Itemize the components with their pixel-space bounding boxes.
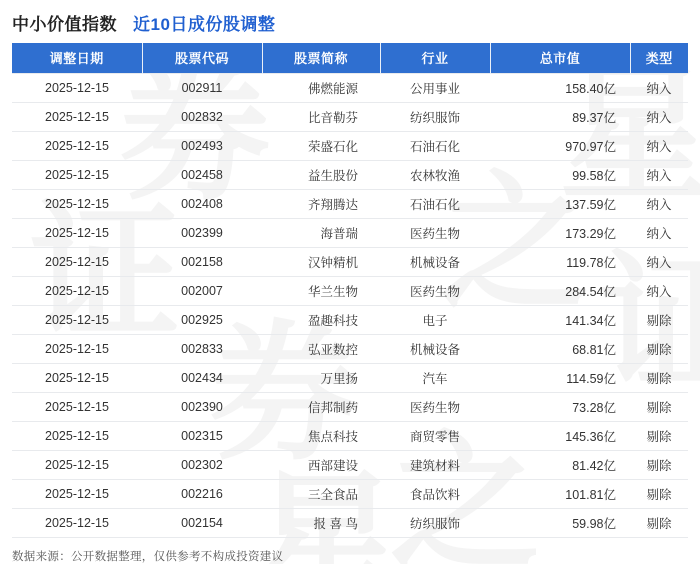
table-row	[12, 421, 688, 450]
page-title	[0, 0, 700, 43]
cell-market-cap: 119.78亿	[490, 247, 630, 276]
cell-market-cap: 89.37亿	[490, 102, 630, 131]
cell-date: 2025-12-15	[12, 508, 142, 537]
cell-industry: 石油石化	[380, 131, 490, 160]
table-row	[12, 334, 688, 363]
cell-type: 剔除	[630, 421, 688, 450]
cell-date: 2025-12-15	[12, 363, 142, 392]
cell-code: 002911	[142, 73, 262, 102]
cell-date: 2025-12-15	[12, 247, 142, 276]
cell-type: 剔除	[630, 305, 688, 334]
cell-code: 002216	[142, 479, 262, 508]
cell-type: 剔除	[630, 508, 688, 537]
table-row	[12, 73, 688, 102]
cell-industry: 电子	[380, 305, 490, 334]
cell-market-cap: 68.81亿	[490, 334, 630, 363]
title-subtitle: 近10日成份股调整	[133, 15, 276, 34]
table-row	[12, 479, 688, 508]
table-header-row	[12, 43, 688, 73]
cell-type: 纳入	[630, 218, 688, 247]
cell-code: 002833	[142, 334, 262, 363]
cell-code: 002832	[142, 102, 262, 131]
cell-date: 2025-12-15	[12, 189, 142, 218]
cell-stock-name: 报 喜 鸟	[262, 508, 380, 537]
cell-type: 剔除	[630, 450, 688, 479]
cell-industry: 食品饮料	[380, 479, 490, 508]
cell-stock-name: 盈趣科技	[262, 305, 380, 334]
cell-type: 纳入	[630, 276, 688, 305]
source-note: 数据来源：公开数据整理，仅供参考不构成投资建议	[12, 550, 284, 563]
cell-date: 2025-12-15	[12, 421, 142, 450]
cell-type: 纳入	[630, 131, 688, 160]
cell-stock-name: 弘亚数控	[262, 334, 380, 363]
cell-date: 2025-12-15	[12, 102, 142, 131]
cell-code: 002154	[142, 508, 262, 537]
cell-code: 002315	[142, 421, 262, 450]
column-header-name: 股票简称	[262, 43, 380, 73]
cell-industry: 医药生物	[380, 218, 490, 247]
cell-stock-name: 汉钟精机	[262, 247, 380, 276]
cell-market-cap: 141.34亿	[490, 305, 630, 334]
cell-date: 2025-12-15	[12, 276, 142, 305]
cell-industry: 石油石化	[380, 189, 490, 218]
cell-date: 2025-12-15	[12, 160, 142, 189]
cell-industry: 农林牧渔	[380, 160, 490, 189]
cell-date: 2025-12-15	[12, 450, 142, 479]
cell-date: 2025-12-15	[12, 73, 142, 102]
cell-stock-name: 西部建设	[262, 450, 380, 479]
cell-stock-name: 海普瑞	[262, 218, 380, 247]
column-header-type: 类型	[630, 43, 688, 73]
cell-market-cap: 145.36亿	[490, 421, 630, 450]
cell-industry: 机械设备	[380, 334, 490, 363]
cell-market-cap: 59.98亿	[490, 508, 630, 537]
table-row	[12, 160, 688, 189]
cell-type: 剔除	[630, 363, 688, 392]
cell-type: 纳入	[630, 73, 688, 102]
table-row	[12, 305, 688, 334]
cell-type: 剔除	[630, 392, 688, 421]
cell-code: 002493	[142, 131, 262, 160]
cell-market-cap: 101.81亿	[490, 479, 630, 508]
cell-market-cap: 970.97亿	[490, 131, 630, 160]
cell-type: 剔除	[630, 479, 688, 508]
cell-type: 剔除	[630, 334, 688, 363]
cell-code: 002434	[142, 363, 262, 392]
cell-stock-name: 华兰生物	[262, 276, 380, 305]
cell-date: 2025-12-15	[12, 334, 142, 363]
table-row	[12, 363, 688, 392]
cell-date: 2025-12-15	[12, 392, 142, 421]
cell-type: 纳入	[630, 102, 688, 131]
table-row	[12, 508, 688, 537]
column-header-code: 股票代码	[142, 43, 262, 73]
cell-stock-name: 比音勒芬	[262, 102, 380, 131]
table-row	[12, 218, 688, 247]
cell-type: 纳入	[630, 160, 688, 189]
cell-code: 002302	[142, 450, 262, 479]
cell-code: 002158	[142, 247, 262, 276]
table-row	[12, 102, 688, 131]
cell-stock-name: 齐翔腾达	[262, 189, 380, 218]
cell-market-cap: 137.59亿	[490, 189, 630, 218]
constituent-adjustment-table	[12, 43, 688, 538]
cell-stock-name: 信邦制药	[262, 392, 380, 421]
cell-industry: 纺织服饰	[380, 508, 490, 537]
table-row	[12, 247, 688, 276]
cell-industry: 医药生物	[380, 392, 490, 421]
column-header-industry: 行业	[380, 43, 490, 73]
table-row	[12, 450, 688, 479]
cell-market-cap: 158.40亿	[490, 73, 630, 102]
column-header-marketcap: 总市值	[490, 43, 630, 73]
cell-market-cap: 99.58亿	[490, 160, 630, 189]
cell-code: 002007	[142, 276, 262, 305]
cell-stock-name: 万里扬	[262, 363, 380, 392]
cell-stock-name: 益生股份	[262, 160, 380, 189]
cell-stock-name: 荣盛石化	[262, 131, 380, 160]
column-header-date: 调整日期	[12, 43, 142, 73]
cell-date: 2025-12-15	[12, 479, 142, 508]
cell-industry: 公用事业	[380, 73, 490, 102]
cell-industry: 汽车	[380, 363, 490, 392]
cell-industry: 纺织服饰	[380, 102, 490, 131]
table-row	[12, 131, 688, 160]
cell-code: 002408	[142, 189, 262, 218]
table-row	[12, 189, 688, 218]
cell-date: 2025-12-15	[12, 131, 142, 160]
table-row	[12, 276, 688, 305]
cell-stock-name: 焦点科技	[262, 421, 380, 450]
table-row	[12, 392, 688, 421]
cell-market-cap: 173.29亿	[490, 218, 630, 247]
cell-type: 纳入	[630, 247, 688, 276]
cell-industry: 医药生物	[380, 276, 490, 305]
cell-type: 纳入	[630, 189, 688, 218]
title-main: 中小价值指数	[12, 15, 117, 34]
cell-date: 2025-12-15	[12, 305, 142, 334]
cell-date: 2025-12-15	[12, 218, 142, 247]
cell-stock-name: 佛燃能源	[262, 73, 380, 102]
cell-code: 002390	[142, 392, 262, 421]
cell-market-cap: 73.28亿	[490, 392, 630, 421]
cell-code: 002399	[142, 218, 262, 247]
cell-code: 002458	[142, 160, 262, 189]
cell-code: 002925	[142, 305, 262, 334]
cell-industry: 商贸零售	[380, 421, 490, 450]
cell-industry: 建筑材料	[380, 450, 490, 479]
cell-stock-name: 三全食品	[262, 479, 380, 508]
cell-market-cap: 81.42亿	[490, 450, 630, 479]
cell-market-cap: 284.54亿	[490, 276, 630, 305]
cell-industry: 机械设备	[380, 247, 490, 276]
cell-market-cap: 114.59亿	[490, 363, 630, 392]
